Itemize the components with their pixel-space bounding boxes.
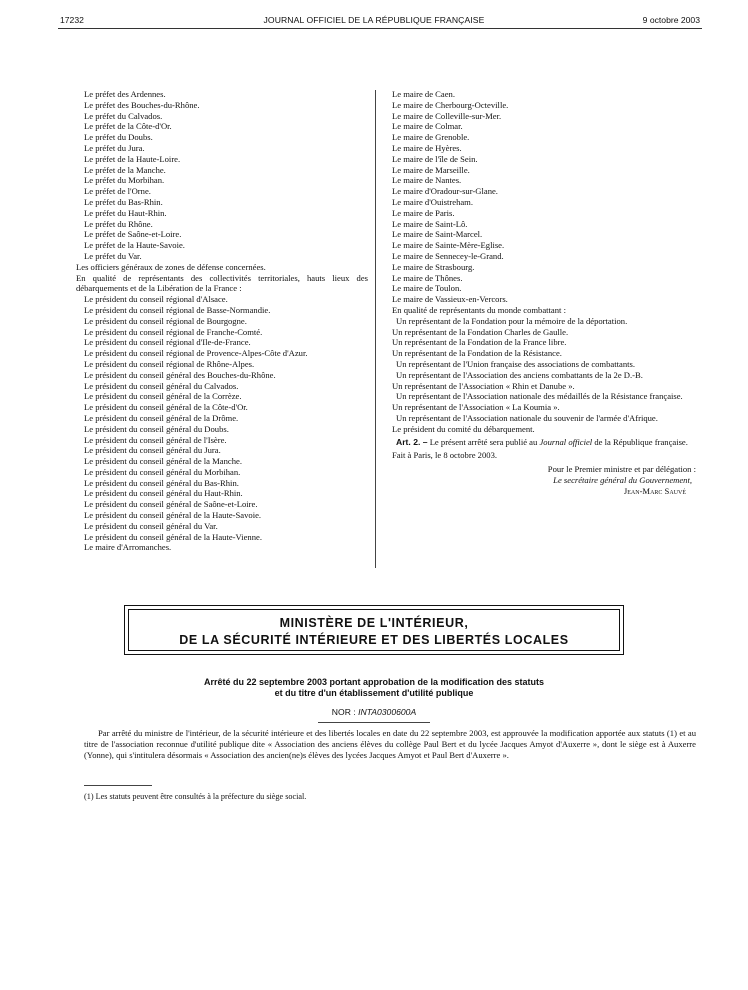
list-item: Le préfet des Bouches-du-Rhône. (84, 99, 200, 110)
list-item: Le maire de Vassieux-en-Vercors. (392, 294, 508, 305)
banner-line-1: MINISTÈRE DE L'INTÉRIEUR, (279, 616, 469, 630)
list-item: Le maire de Thônes. (392, 272, 463, 283)
right-column (388, 89, 696, 496)
list-item: Le préfet de la Haute-Loire. (84, 153, 181, 164)
article-text-a: Le présent arrêté sera publié au (429, 436, 538, 447)
list-item: Le président du conseil régional de Bourgogne. (84, 315, 247, 326)
list-item: Un représentant de la Fondation Charles de Gaulle. (392, 326, 569, 337)
list-item: Le président du conseil général du Calvados. (84, 380, 239, 391)
left-column (76, 89, 368, 553)
list-item: Le maire de Cherbourg-Octeville. (392, 99, 509, 110)
nor-code: INTA0300600A (358, 707, 417, 717)
list-item: Le président du conseil général du Bas-Rhin. (84, 477, 239, 488)
list-item: Le maire d'Oradour-sur-Glane. (392, 186, 498, 197)
journal-title: JOURNAL OFFICIEL DE LA RÉPUBLIQUE FRANÇAISE (263, 15, 485, 25)
header-rule (58, 28, 702, 29)
issue-date: 9 octobre 2003 (642, 15, 700, 25)
delegation-line: Pour le Premier ministre et par délégation : (547, 464, 696, 475)
list-item: Le président du conseil général du Doubs. (84, 423, 229, 434)
list-item: Un représentant de l'Association nationale du souvenir de l'armée d'Afrique. (396, 412, 658, 423)
list-item: Le président du conseil général de Saône-et-Loire. (84, 499, 258, 510)
list-item: Le préfet de l'Orne. (84, 186, 151, 197)
article-2 (388, 437, 696, 448)
list-item: Un représentant de la Fondation de la France libre. (392, 337, 567, 348)
list-item: Le maire de Colmar. (392, 121, 463, 132)
list-item: Le préfet de Saône-et-Loire. (84, 229, 182, 240)
list-item: Le président du conseil régional de Rhône-Alpes. (84, 358, 255, 369)
list-item: Le maire de l'île de Sein. (392, 153, 478, 164)
list-item: Le préfet du Doubs. (84, 132, 153, 143)
list-item: Le président du comité du débarquement. (392, 423, 535, 434)
list-item: Le maire de Caen. (392, 89, 455, 99)
footnote: (1) Les statuts peuvent être consultés à la préfecture du siège social. (84, 792, 307, 801)
list-item: Un représentant de l'Association des anciens combattants de la 2e D.-B. (396, 369, 643, 380)
list-item: Le président du conseil général de la Manche. (84, 456, 242, 467)
presidents-list (84, 294, 368, 553)
list-item: Un représentant de la Fondation pour la mémoire de la déportation. (396, 315, 628, 326)
list-item: Le président du conseil régional de Basse-Normandie. (84, 304, 271, 315)
list-item: Le président du conseil général de la Haute-Vienne. (84, 531, 262, 542)
list-item: Le président du conseil régional de Franche-Comté. (84, 326, 263, 337)
nor-label: NOR : (331, 707, 356, 717)
list-item: Un représentant de l'Union française des associations de combattants. (396, 358, 635, 369)
article-text-b: de la République française. (594, 436, 688, 447)
list-item: Le préfet du Var. (84, 250, 142, 261)
arrete-title (120, 677, 628, 699)
signature: Jean-Marc Sauvé (623, 485, 686, 496)
list-item: Le président du conseil général de la Drôme. (84, 412, 239, 423)
list-item: Le maire de Marseille. (392, 164, 470, 175)
list-item: Le maire de Sainte-Mère-Eglise. (392, 240, 505, 251)
list-item: Le président du conseil régional d'Ile-de-France. (84, 337, 251, 348)
list-item: Le président du conseil général du Haut-Rhin. (84, 488, 243, 499)
ministry-banner (124, 605, 624, 655)
list-item: Le maire de Grenoble. (392, 132, 470, 143)
maires-list (388, 89, 696, 305)
list-item: Le maire de Strasbourg. (392, 261, 475, 272)
footnote-rule (84, 785, 152, 786)
list-item: Le maire de Paris. (392, 207, 455, 218)
list-item: Le préfet de la Manche. (84, 164, 166, 175)
list-item: Le préfet du Morbihan. (84, 175, 165, 186)
list-item: Le maire de Hyères. (392, 142, 462, 153)
list-item: Le président du conseil régional de Provence-Alpes-Côte d'Azur. (84, 348, 308, 359)
nor-reference (0, 707, 748, 717)
list-item: Le président du conseil général de la Haute-Savoie. (84, 510, 262, 521)
list-item: Le préfet du Haut-Rhin. (84, 207, 167, 218)
list-item: Le président du conseil général de la Corrèze. (84, 391, 242, 402)
arrete-body: Par arrêté du ministre de l'intérieur, de la sécurité intérieure et des libertés locales en date du 22 septembre 2003, est approuvée la modification apportée aux statuts (1) et au titre de l'association reconnue d'utilité publique dite « Association des anciens élèves du collège Paul Bert et du lycée Jacques Amyot d'Auxerre », dont le siège est à Auxerre (Yonne), qui s'intitulera désormais « Association des ancien(ne)s élèves des lycées Jacques Amyot et Paul Bert d'Auxerre ». (84, 728, 696, 760)
list-item: Le maire de Nantes. (392, 175, 462, 186)
officiers-line: Les officiers généraux de zones de défense concernées. (76, 261, 266, 272)
list-item: Le président du conseil général de la Côte-d'Or. (84, 402, 248, 413)
column-separator (375, 90, 376, 568)
fait-line: Fait à Paris, le 8 octobre 2003. (392, 450, 498, 461)
list-item: Le maire de Saint-Lô. (392, 218, 468, 229)
list-item: Le président du conseil régional d'Alsace. (84, 294, 228, 305)
qualite-collectivites: En qualité de représentants des collectivités territoriales, hauts lieux des débarquements et de la Libération de la France : (76, 272, 368, 294)
nor-rule (318, 722, 430, 723)
list-item: Le préfet de la Côte-d'Or. (84, 121, 172, 132)
list-item: Le préfet du Bas-Rhin. (84, 196, 163, 207)
arrete-title-line-2: et du titre d'un établissement d'utilité publique (274, 688, 474, 698)
list-item: Le préfet du Jura. (84, 142, 145, 153)
list-item: Un représentant de l'Association « Rhin et Danube ». (392, 380, 575, 391)
prefets-list (84, 89, 368, 262)
representants-list (388, 316, 696, 435)
list-item: Le maire de Sennecey-le-Grand. (392, 250, 504, 261)
banner-line-2: DE LA SÉCURITÉ INTÉRIEURE ET DES LIBERTÉS LOCALES (179, 633, 569, 647)
list-item: Le président du conseil général du Jura. (84, 445, 221, 456)
page-number: 17232 (60, 15, 84, 25)
list-item: Le maire d'Arromanches. (84, 542, 172, 553)
list-item: Le maire de Colleville-sur-Mer. (392, 110, 502, 121)
list-item: Le préfet des Ardennes. (84, 89, 166, 99)
list-item: Le préfet de la Haute-Savoie. (84, 240, 185, 251)
list-item: Le préfet du Rhône. (84, 218, 153, 229)
list-item: Le président du conseil général de l'Isère. (84, 434, 227, 445)
secretaire-line: Le secrétaire général du Gouvernement, (553, 474, 692, 485)
arrete-title-line-1: Arrêté du 22 septembre 2003 portant approbation de la modification des statuts (203, 677, 545, 687)
list-item: Le maire de Toulon. (392, 283, 462, 294)
list-item: Le maire de Saint-Marcel. (392, 229, 483, 240)
list-item: Le président du conseil général du Var. (84, 520, 218, 531)
list-item: Un représentant de l'Association nationale des médaillés de la Résistance française. (396, 391, 683, 402)
list-item: Un représentant de l'Association « La Koumia ». (392, 402, 560, 413)
article-text-italic: Journal officiel (539, 436, 593, 447)
qualite-combattant: En qualité de représentants du monde combattant : (392, 304, 566, 315)
list-item: Le président du conseil général du Morbihan. (84, 466, 241, 477)
list-item: Le maire d'Ouistreham. (392, 196, 474, 207)
list-item: Le président du conseil général des Bouches-du-Rhône. (84, 369, 276, 380)
list-item: Un représentant de la Fondation de la Résistance. (392, 348, 562, 359)
list-item: Le préfet du Calvados. (84, 110, 163, 121)
article-label: Art. 2. – (396, 436, 428, 447)
